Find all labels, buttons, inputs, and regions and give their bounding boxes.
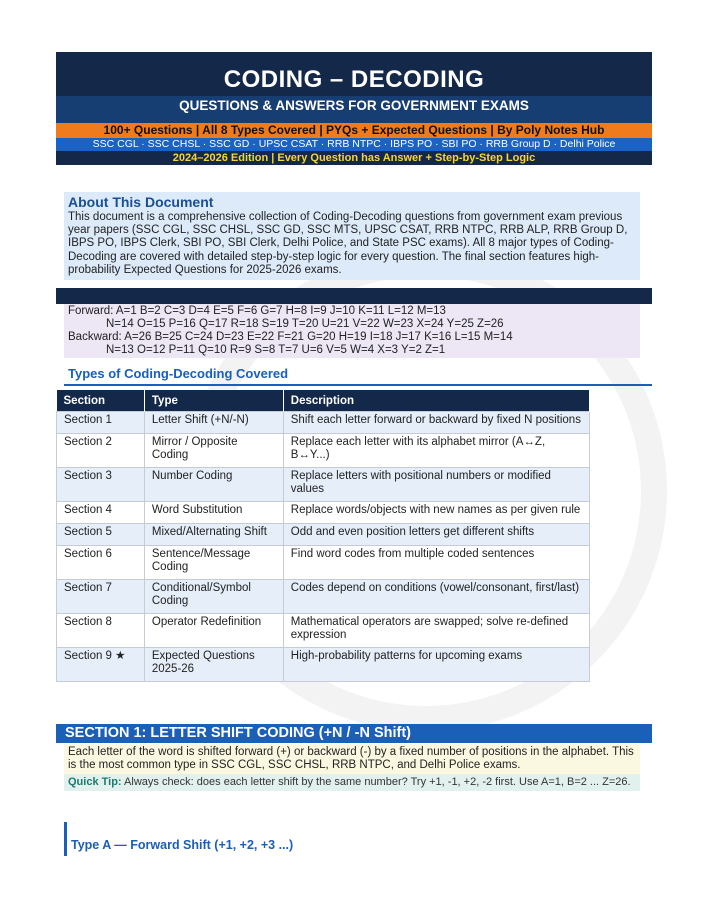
quick-tip-text: Always check: does each letter shift by the same number? Try +1, -1, +2, -2 first. Use A=1, B=2 ... Z=26. bbox=[121, 776, 631, 788]
feature-banner: 100+ Questions | All 8 Types Covered | PYQs + Expected Questions | By Poly Notes Hub bbox=[56, 123, 652, 138]
cell-type: Conditional/Symbol Coding bbox=[144, 580, 283, 614]
cell-description: Find word codes from multiple coded sentences bbox=[283, 546, 589, 580]
cell-type: Number Coding bbox=[144, 468, 283, 502]
cell-section: Section 5 bbox=[57, 524, 145, 546]
table-row bbox=[57, 468, 590, 502]
cell-description: Replace letters with positional numbers or modified values bbox=[283, 468, 589, 502]
cell-description: Shift each letter forward or backward by fixed N positions bbox=[283, 412, 589, 434]
cell-description: Odd and even position letters get different shifts bbox=[283, 524, 589, 546]
col-header-description: Description bbox=[283, 390, 589, 412]
doc-title: CODING – DECODING bbox=[223, 66, 485, 93]
alphabet-reference bbox=[64, 304, 640, 358]
table-row bbox=[57, 524, 590, 546]
cell-type: Expected Questions 2025-26 bbox=[144, 648, 283, 682]
cell-section: Section 3 bbox=[57, 468, 145, 502]
backward-line-1: Backward: A=26 B=25 C=24 D=23 E=22 F=21 G=20 H=19 I=18 J=17 K=16 L=15 M=14 bbox=[68, 331, 513, 343]
col-header-type: Type bbox=[144, 390, 283, 412]
cell-description: High-probability patterns for upcoming exams bbox=[283, 648, 589, 682]
cell-type: Mixed/Alternating Shift bbox=[144, 524, 283, 546]
section-1-description: Each letter of the word is shifted forward (+) or backward (-) by a fixed number of positions in the alphabet. This is the most common type in SSC CGL, SSC CHSL, RRB NTPC, and Delhi Police exams. bbox=[64, 744, 640, 774]
table-row bbox=[57, 412, 590, 434]
exam-list: SSC CGL · SSC CHSL · SSC GD · UPSC CSAT · RRB NTPC · IBPS PO · SBI PO · RRB Group D · Delhi Police bbox=[56, 138, 652, 151]
cell-type: Mirror / Opposite Coding bbox=[144, 434, 283, 468]
col-header-section: Section bbox=[57, 390, 145, 412]
cell-section: Section 7 bbox=[57, 580, 145, 614]
doc-subtitle: QUESTIONS & ANSWERS FOR GOVERNMENT EXAMS bbox=[56, 96, 652, 123]
cell-type: Sentence/Message Coding bbox=[144, 546, 283, 580]
type-a-label: Type A — Forward Shift (+1, +2, +3 ...) bbox=[71, 838, 294, 852]
backward-line-2: N=13 O=12 P=11 Q=10 R=9 S=8 T=7 U=6 V=5 W=4 X=3 Y=2 Z=1 bbox=[106, 344, 446, 356]
types-heading: Types of Coding-Decoding Covered bbox=[64, 366, 652, 386]
types-table bbox=[56, 390, 590, 682]
table-row bbox=[57, 546, 590, 580]
about-text: This document is a comprehensive collection of Coding-Decoding questions from government exam previous year papers (SSC CGL, SSC CHSL, SSC GD, SSC MTS, UPSC CSAT, RRB NTPC, RRB ALP, RRB Group D, IBPS PO, IBPS Clerk, SBI PO, SBI Clerk, Delhi Police, and State PSC exams). All 8 major types of Coding-Decoding are covered with detailed step-by-step logic for every question. The final section features high-probability Expected Questions for 2025-2026 exams. bbox=[68, 211, 628, 276]
about-box bbox=[64, 192, 640, 280]
cell-section: Section 8 bbox=[57, 614, 145, 648]
forward-line-2: N=14 O=15 P=16 Q=17 R=18 S=19 T=20 U=21 V=22 W=23 X=24 Y=25 Z=26 bbox=[106, 318, 504, 330]
cell-section: Section 1 bbox=[57, 412, 145, 434]
cell-description: Replace each letter with its alphabet mirror (A↔Z, B↔Y...) bbox=[283, 434, 589, 468]
title-bar bbox=[56, 52, 652, 96]
cell-description: Replace words/objects with new names as per given rule bbox=[283, 502, 589, 524]
title-banner bbox=[56, 52, 652, 165]
cell-type: Letter Shift (+N/-N) bbox=[144, 412, 283, 434]
cell-section: Section 6 bbox=[57, 546, 145, 580]
table-row bbox=[57, 614, 590, 648]
section-1-heading: SECTION 1: LETTER SHIFT CODING (+N / -N Shift) bbox=[56, 724, 652, 743]
cell-description: Mathematical operators are swapped; solve re-defined expression bbox=[283, 614, 589, 648]
table-row bbox=[57, 648, 590, 682]
quick-tip bbox=[64, 774, 640, 791]
cell-type: Operator Redefinition bbox=[144, 614, 283, 648]
quick-tip-label: Quick Tip: bbox=[68, 776, 122, 788]
table-row bbox=[57, 434, 590, 468]
table-row bbox=[57, 502, 590, 524]
cell-description: Codes depend on conditions (vowel/consonant, first/last) bbox=[283, 580, 589, 614]
table-header-row bbox=[57, 390, 590, 412]
divider-bar bbox=[56, 288, 652, 304]
cell-type: Word Substitution bbox=[144, 502, 283, 524]
edition-line: 2024–2026 Edition | Every Question has Answer + Step-by-Step Logic bbox=[56, 151, 652, 165]
cell-section: Section 9 ★ bbox=[57, 648, 145, 682]
about-heading: About This Document bbox=[68, 194, 214, 210]
cell-section: Section 2 bbox=[57, 434, 145, 468]
type-a-heading bbox=[64, 822, 293, 856]
cell-section: Section 4 bbox=[57, 502, 145, 524]
table-row bbox=[57, 580, 590, 614]
forward-line-1: Forward: A=1 B=2 C=3 D=4 E=5 F=6 G=7 H=8 I=9 J=10 K=11 L=12 M=13 bbox=[68, 305, 446, 317]
